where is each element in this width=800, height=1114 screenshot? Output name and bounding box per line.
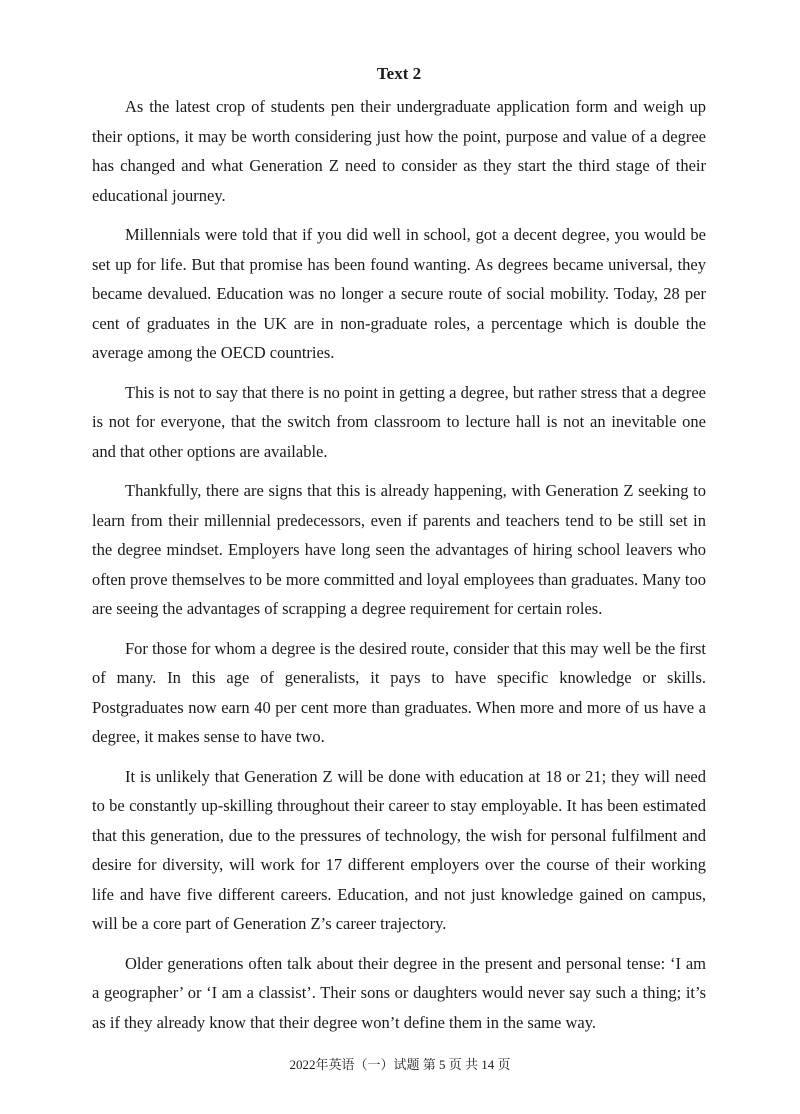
paragraph-1: As the latest crop of students pen their undergraduate application form and weigh up their options, it may be worth considering just how the point, purpose and value of a degree has changed and what Generation Z need to consider as they start the third stage of their educational journey. — [92, 97, 706, 205]
page-footer: 2022年英语（一）试题 第 5 页 共 14 页 — [289, 1057, 511, 1072]
paragraph-7: Older generations often talk about their degree in the present and personal tense: ‘I am a geographer’ or ‘I am a classist’. Their sons or daughters would never say such a thing; it’s as if they already know that their degree won’t define them in the same way. — [92, 953, 706, 1032]
paragraph-4: Thankfully, there are signs that this is already happening, with Generation Z seeking to learn from their millennial predecessors, even if parents and teachers tend to be still set in the degree mindset. Employers have long seen the advantages of hiring school leavers who often prove themselves to be more committed and loyal employees than graduates. Many too are seeing the advantages of scrapping a degree requirement for certain roles. — [92, 481, 706, 618]
paragraph-2: Millennials were told that if you did well in school, got a decent degree, you would be set up for life. But that promise has been found wanting. As degrees became universal, they became devalued. Education was no longer a secure route of social mobility. Today, 28 per cent of graduates in the UK are in non-graduate roles, a percentage which is double the average among the OECD countries. — [92, 225, 706, 362]
paragraph-5: For those for whom a degree is the desired route, consider that this may well be the first of many. In this age of generalists, it pays to have specific knowledge or skills. Postgraduates now earn 40 per cent more than graduates. When more and more of us have a degree, it makes sense to have two. — [92, 638, 706, 746]
exam-page — [92, 62, 706, 1047]
text-title: Text 2 — [376, 64, 422, 83]
paragraph-3: This is not to say that there is no point in getting a degree, but rather stress that a degree is not for everyone, that the switch from classroom to lecture hall is not an inevitable one and that other options are available. — [92, 382, 706, 461]
paragraph-6: It is unlikely that Generation Z will be done with education at 18 or 21; they will need to be constantly up-skilling throughout their career to stay employable. It has been estimated that this generation, due to the pressures of technology, the wish for personal fulfilment and desire for diversity, will work for 17 different employers over the course of their working life and have five different careers. Education, and not just knowledge gained on campus, will be a core part of Generation Z’s career trajectory. — [92, 766, 706, 933]
